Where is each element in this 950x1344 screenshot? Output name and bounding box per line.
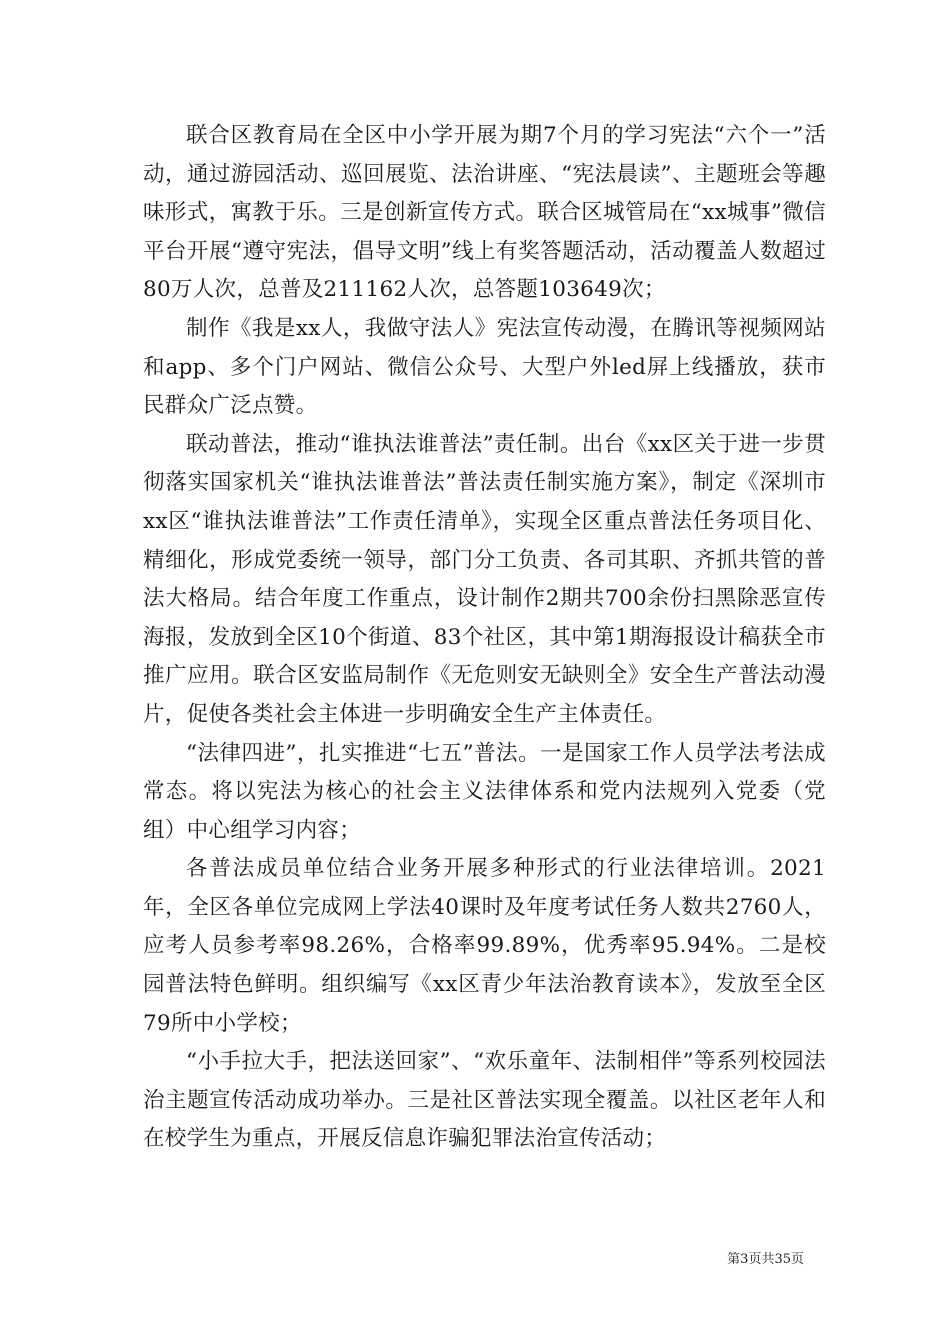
paragraph: 联合区教育局在全区中小学开展为期7个月的学习宪法“六个一”活动，通过游园活动、巡回展览、法治讲座、“宪法晨读”、主题班会等趣味形式，寓教于乐。三是创新宣传方式。联合区城管局在“xx城事”微信平台开展“遵守宪法，倡导文明”线上有奖答题活动，活动覆盖人数超过80万人次，总普及211162人次，总答题103649次； — [143, 123, 826, 303]
paragraph: 各普法成员单位结合业务开展多种形式的行业法律培训。2021年，全区各单位完成网上学法40课时及年度考试任务人数共2760人，应考人员参考率98.26%，合格率99.89%，优秀率95.94%。二是校园普法特色鲜明。组织编写《xx区青少年法治教育读本》，发放至全区79所中小学校； — [143, 856, 826, 1036]
paragraph: “法律四进”，扎实推进“七五”普法。一是国家工作人员学法考法成常态。将以宪法为核心的社会主义法律体系和党内法规列入党委（党组）中心组学习内容； — [143, 740, 826, 843]
paragraph: 制作《我是xx人，我做守法人》宪法宣传动漫，在腾讯等视频网站和app、多个门户网站、微信公众号、大型户外led屏上线播放，获市民群众广泛点赞。 — [143, 315, 826, 419]
paragraph: “小手拉大手，把法送回家”、“欢乐童年、法制相伴”等系列校园法治主题宣传活动成功举办。三是社区普法实现全覆盖。以社区老年人和在校学生为重点，开展反信息诈骗犯罪法治宣传活动； — [143, 1049, 826, 1152]
paragraph: 联动普法，推动“谁执法谁普法”责任制。出台《xx区关于进一步贯彻落实国家机关“谁执法谁普法”普法责任制实施方案》，制定《深圳市xx区“谁执法谁普法”工作责任清单》，实现全区重点普法任务项目化、精细化，形成党委统一领导，部门分工负责、各司其职、齐抓共管的普法大格局。结合年度工作重点，设计制作2期共700余份扫黑除恶宣传海报，发放到全区10个街道、83个社区，其中第1期海报设计稿获全市推广应用。联合区安监局制作《无危则安无缺则全》安全生产普法动漫片，促使各类社会主体进一步明确安全生产主体责任。 — [143, 431, 826, 727]
document-body — [143, 117, 826, 1159]
page-number: 第3页共35页 — [727, 1252, 804, 1267]
